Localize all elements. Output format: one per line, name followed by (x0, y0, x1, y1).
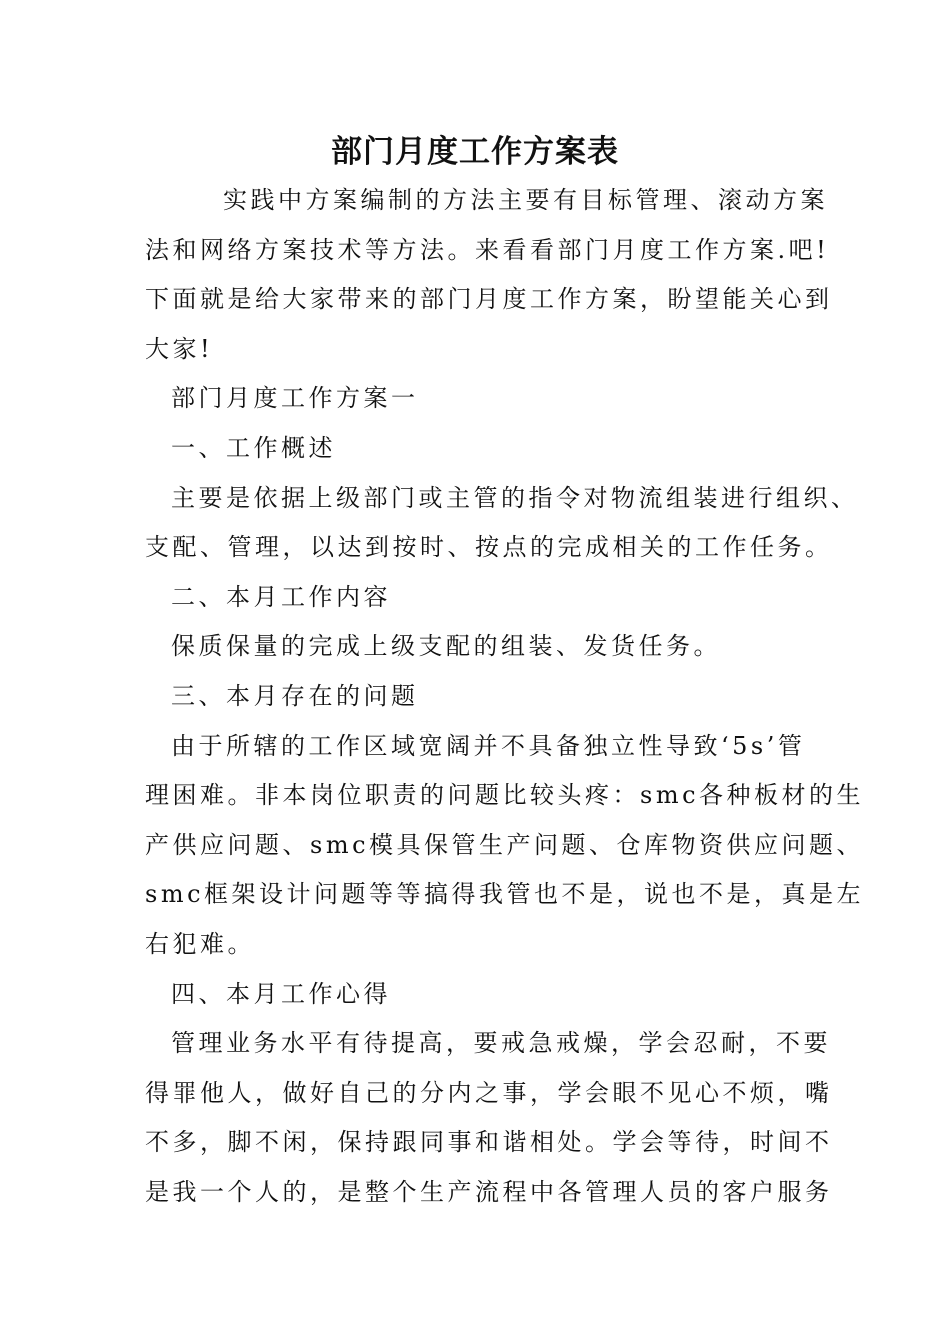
paragraph-line: 保质保量的完成上级支配的组装、发货任务。 (171, 632, 721, 661)
section-heading: 三、本月存在的问题 (171, 681, 419, 710)
paragraph-line: 法和网络方案技术等方法。来看看部门月度工作方案.吧! (145, 235, 830, 264)
paragraph-line: 右犯难。 (145, 929, 255, 958)
paragraph-line: 支配、管理，以达到按时、按点的完成相关的工作任务。 (145, 533, 833, 562)
section-heading: 二、本月工作内容 (171, 582, 391, 611)
paragraph-line: 下面就是给大家带来的部门月度工作方案，盼望能关心到 (145, 285, 833, 314)
paragraph-line: 由于所辖的工作区域宽阔并不具备独立性导致‘5s’管 (171, 731, 806, 760)
paragraph-line: smc框架设计问题等等搞得我管也不是，说也不是，真是左 (145, 880, 865, 909)
document-title: 部门月度工作方案表 (331, 134, 619, 170)
paragraph-line: 实践中方案编制的方法主要有目标管理、滚动方案 (223, 186, 828, 214)
document-body (145, 176, 865, 1217)
section-heading: 四、本月工作心得 (171, 979, 391, 1008)
paragraph-line: 管理业务水平有待提高，要戒急戒燥，学会忍耐，不要 (171, 1029, 831, 1058)
paragraph-line: 是我一个人的，是整个生产流程中各管理人员的客户服务 (145, 1177, 833, 1206)
paragraph-line: 产供应问题、smc模具保管生产问题、仓库物资供应问题、 (145, 830, 865, 859)
paragraph-line: 得罪他人，做好自己的分内之事，学会眼不见心不烦，嘴 (145, 1078, 833, 1107)
paragraph-line: 不多，脚不闲，保持跟同事和谐相处。学会等待，时间不 (145, 1128, 833, 1157)
paragraph-line: 大家! (145, 334, 214, 363)
paragraph-line: 主要是依据上级部门或主管的指令对物流组装进行组织、 (171, 483, 859, 512)
section-heading: 一、工作概述 (171, 433, 336, 462)
paragraph-line: 理困难。非本岗位职责的问题比较头疼：smc各种板材的生 (145, 781, 865, 810)
section-heading: 部门月度工作方案一 (171, 384, 419, 413)
